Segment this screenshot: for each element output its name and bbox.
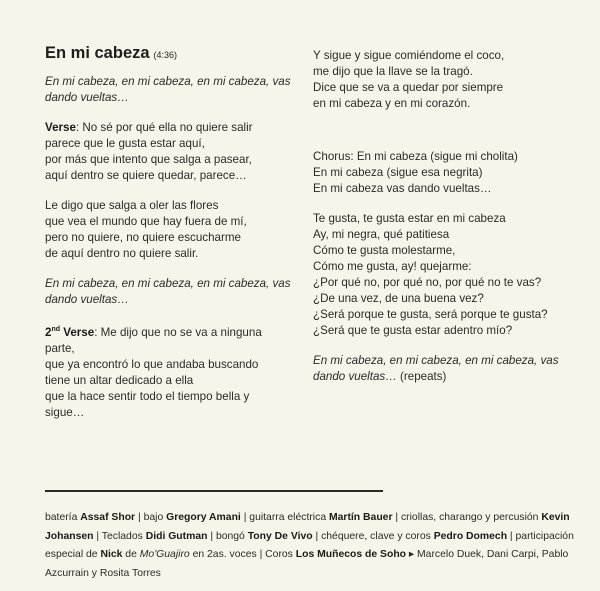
- verse-2: [45, 322, 300, 421]
- lyric-line: Ay, mi negra, qué patitiesa: [313, 228, 450, 241]
- lyric-line: parte,: [45, 341, 75, 355]
- credit-name: Tony De Vivo: [247, 530, 313, 542]
- lyric-text: : Me dijo que no se va a ninguna: [94, 325, 262, 339]
- credit-text: | bajo: [135, 512, 167, 523]
- lyric-line: sigue…: [45, 405, 85, 419]
- credit-name: Martín Bauer: [328, 512, 393, 523]
- credit-text: | bongó: [207, 530, 248, 542]
- refrain-repeat: [313, 353, 583, 385]
- lyric-line: [313, 369, 583, 385]
- chorus: [313, 149, 583, 197]
- lyric-line: ¿Será porque te gusta, será porque te gusta?: [313, 308, 548, 321]
- verse-word: Verse: [60, 325, 95, 339]
- lyric-line: En mi cabeza, en mi cabeza, en mi cabeza, vas: [45, 277, 291, 290]
- lyric-line: En mi cabeza vas dando vueltas…: [313, 182, 492, 195]
- lyrics-right-column: [313, 48, 583, 399]
- lyric-line: ¿De una vez, de una buena vez?: [313, 292, 484, 305]
- verse-number: 2: [45, 325, 52, 339]
- credit-text: de: [122, 549, 140, 560]
- credit-name: Los Muñecos de Soho: [295, 549, 407, 560]
- verse-2-label: [45, 326, 94, 339]
- lyric-line: aquí dentro se quiere quedar, parece…: [45, 169, 247, 182]
- lyric-line: que ya encontró lo que andaba buscando: [45, 357, 259, 371]
- lyric-line: ¿Por qué no, por qué no, por qué no te vas?: [313, 276, 542, 289]
- lyric-line: pero no quiere, no quiere escucharme: [45, 231, 241, 244]
- lyric-line: En mi cabeza, en mi cabeza, en mi cabeza, vas: [313, 354, 559, 367]
- lyric-line: Cómo te gusta molestarme,: [313, 244, 456, 257]
- lyric-line: ¿Será que te gusta estar adentro mío?: [313, 324, 513, 337]
- credit-text: | chéquere, clave y coros: [312, 530, 434, 542]
- credit-text: batería: [45, 512, 81, 523]
- credit-text: | Teclados: [93, 530, 146, 542]
- credit-name: Gregory Amani: [166, 512, 241, 523]
- credit-text: | criollas, charango y percusión: [392, 512, 542, 523]
- lyric-text: : No sé por qué ella no quiere salir: [75, 121, 253, 134]
- credit-name: Kevin Johansen: [45, 512, 570, 542]
- divider-rule: [45, 490, 383, 492]
- lyric-line: Y sigue y sigue comiéndome el coco,: [313, 49, 505, 62]
- credit-name: Pedro Domech: [433, 530, 508, 542]
- lyric-line: de aquí dentro no quiere salir.: [45, 247, 199, 260]
- lyric-line: [45, 322, 300, 341]
- lyric-line: me dijo que la llave se la tragó.: [313, 65, 473, 78]
- lyric-line: dando vueltas…: [45, 91, 129, 104]
- lyric-line: que la hace sentir todo el tiempo bella y: [45, 389, 250, 403]
- credit-text: | participación especial de: [45, 530, 574, 560]
- credit-text: | guitarra eléctrica: [240, 512, 329, 523]
- lyric-line: [45, 120, 300, 136]
- lyric-line: Le digo que salga a oler las flores: [45, 199, 219, 212]
- credit-name: Assaf Shor: [80, 512, 136, 523]
- lyric-line: Cómo me gusta, ay! quejarme:: [313, 260, 472, 273]
- lyric-line: Te gusta, te gusta estar en mi cabeza: [313, 212, 506, 225]
- lyric-line: Dice que se va a quedar por siempre: [313, 81, 504, 94]
- credit-name: Nick: [100, 549, 123, 560]
- lyric-line: Chorus: En mi cabeza (sigue mi cholita): [313, 150, 518, 163]
- lyric-line: tiene un altar dedicado a ella: [45, 373, 194, 387]
- verse-3: [313, 48, 583, 112]
- verse-1-cont: [45, 198, 300, 262]
- repeats-note: (repeats): [396, 370, 447, 383]
- song-title-text: En mi cabeza: [45, 44, 150, 62]
- ordinal-suffix: nd: [51, 326, 61, 333]
- refrain: [45, 276, 300, 308]
- credit-text: en 2as. voces | Coros: [189, 549, 296, 560]
- lyric-line: que vea el mundo que hay fuera de mí,: [45, 215, 247, 228]
- lyric-line: parece que le gusta estar aquí,: [45, 137, 205, 150]
- credit-name: Didi Gutman: [145, 530, 208, 542]
- credit-text: Mo'Guajiro: [139, 549, 190, 560]
- bridge: [313, 211, 583, 339]
- lyrics-left-column: [45, 74, 300, 435]
- lyric-line: En mi cabeza, en mi cabeza, en mi cabeza, vas: [45, 75, 291, 88]
- lyric-line: En mi cabeza (sigue esa negrita): [313, 166, 483, 179]
- verse-1: [45, 120, 300, 184]
- song-title: [45, 44, 177, 63]
- lyric-line: dando vueltas…: [45, 293, 129, 306]
- lyric-line: por más que intento que salga a pasear,: [45, 153, 252, 166]
- lyric-text: dando vueltas…: [313, 370, 397, 383]
- verse-label: Verse: [45, 121, 76, 134]
- musician-credits: [45, 509, 585, 583]
- lyric-line: en mi cabeza y en mi corazón.: [313, 97, 471, 110]
- credit-text: ▸ Marcelo Duek, Dani Carpi, Pablo Azcurrain y Rosita Torres: [45, 549, 569, 579]
- song-duration: (4:36): [153, 50, 178, 60]
- refrain: [45, 74, 300, 106]
